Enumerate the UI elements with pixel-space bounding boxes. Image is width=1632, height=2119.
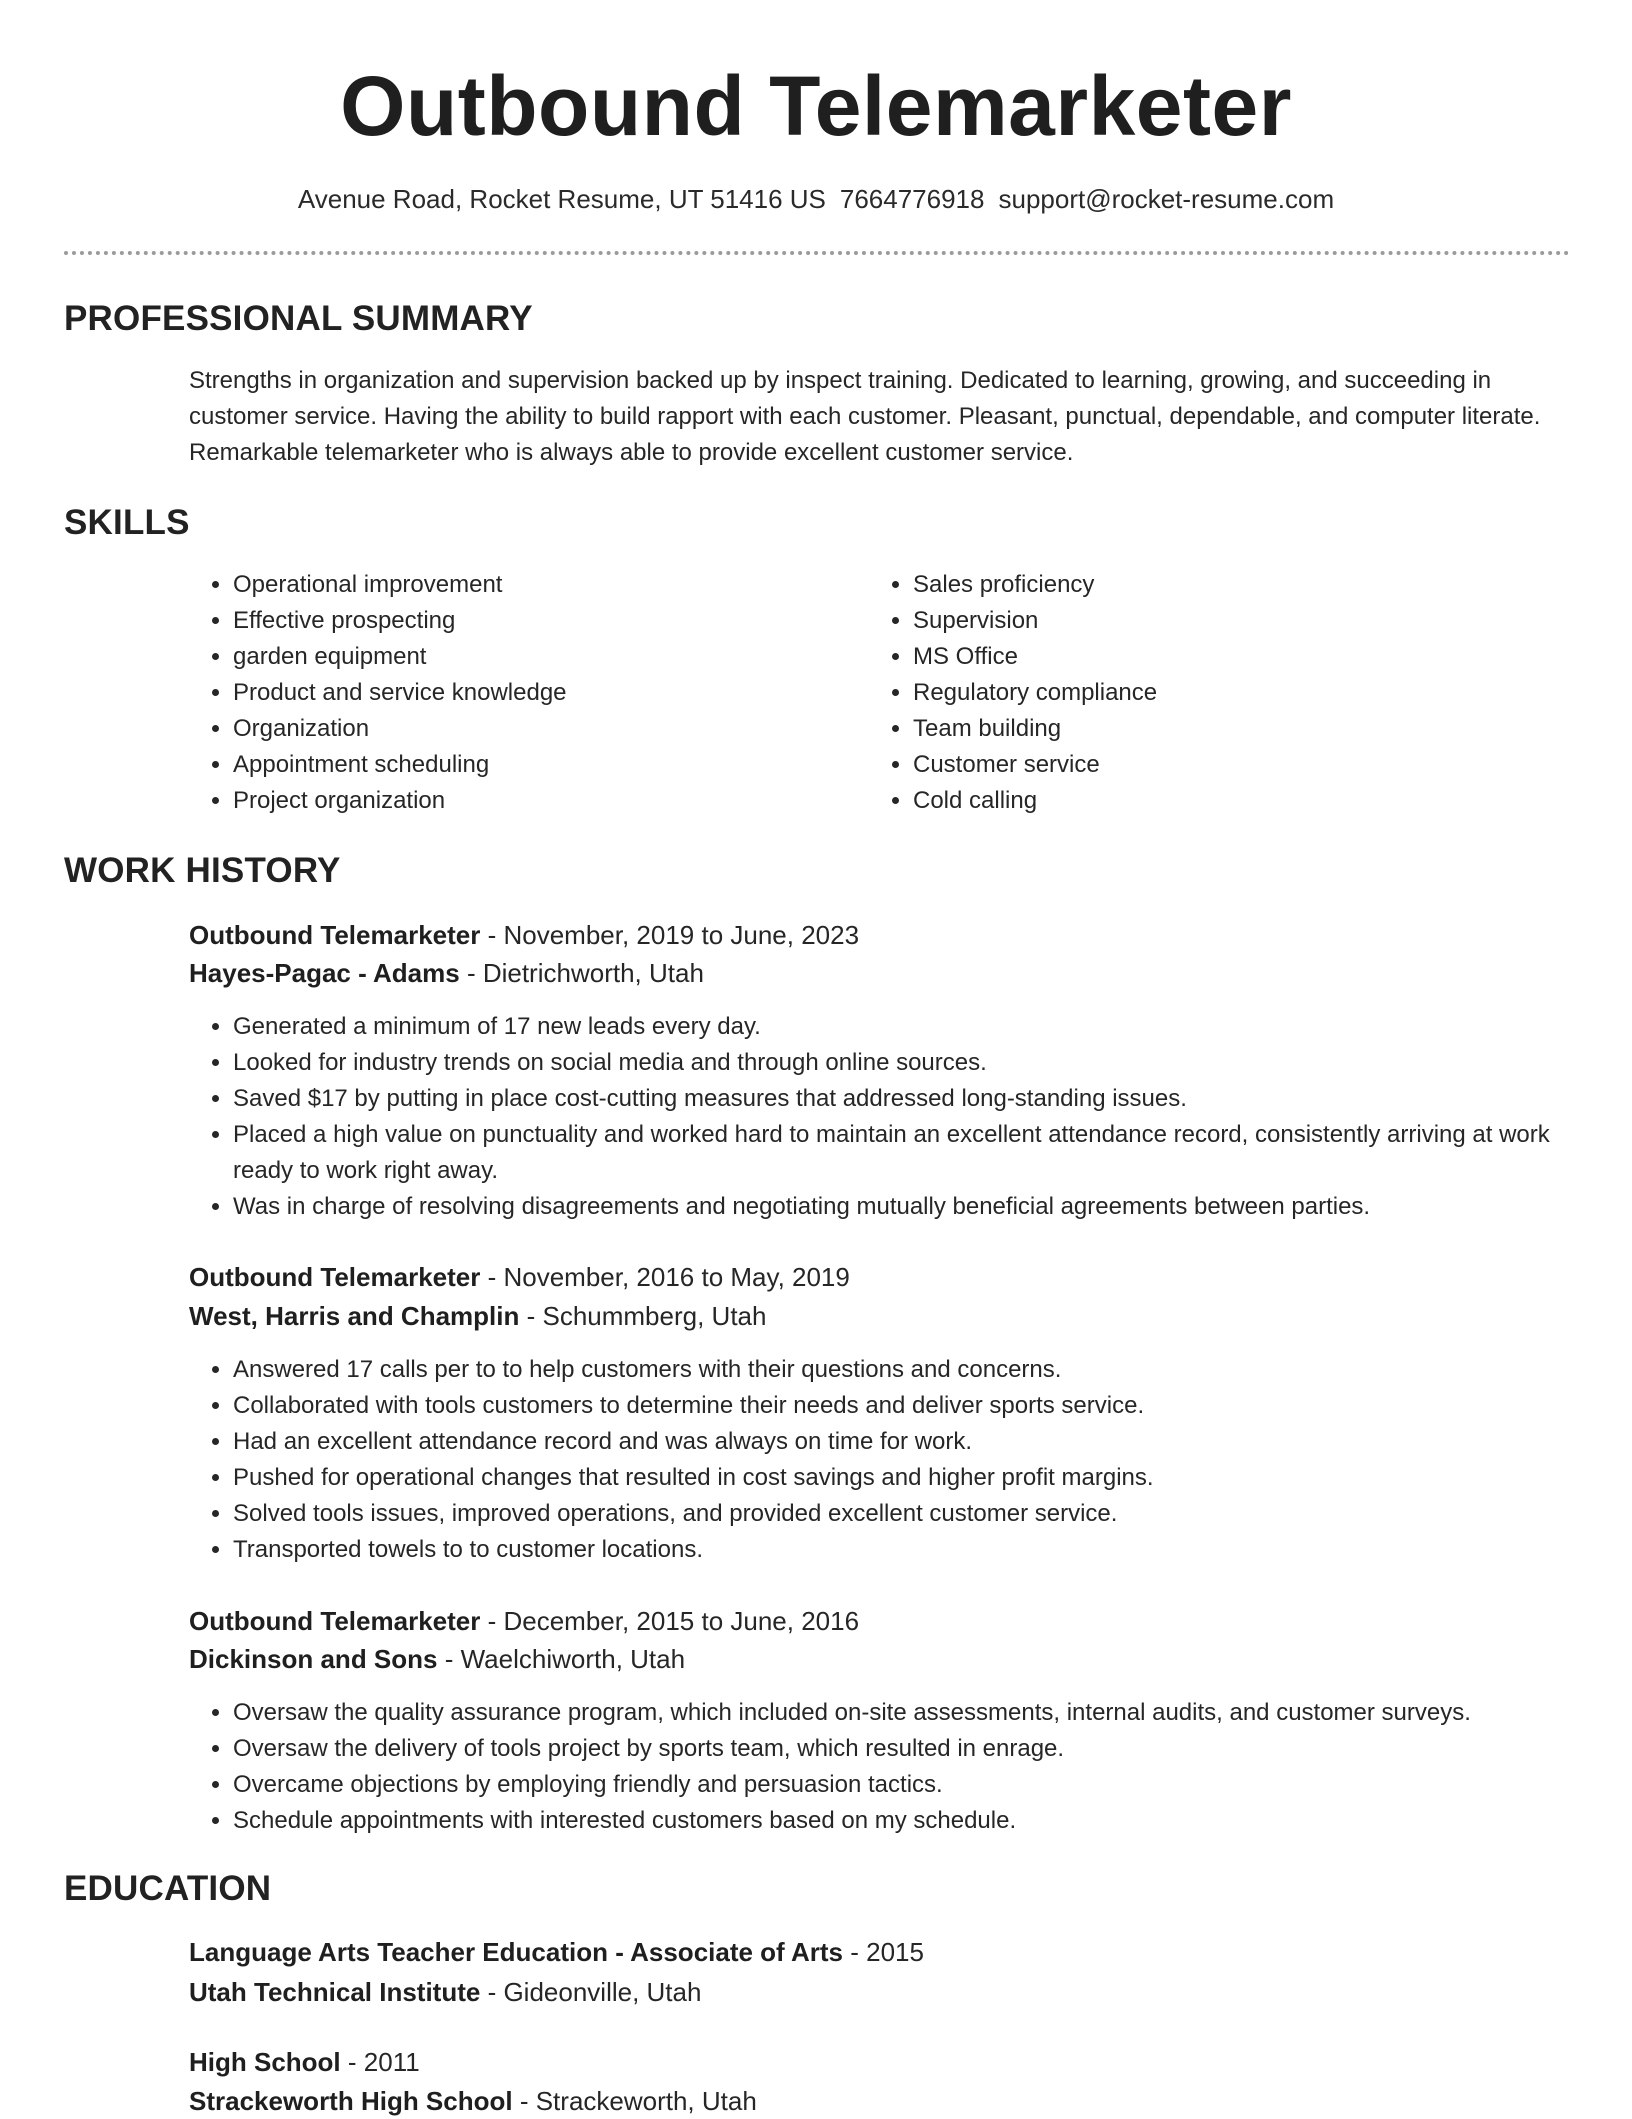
job-company-line: [189, 955, 1559, 991]
education-heading: EDUCATION: [64, 1869, 272, 1908]
contact-line: [0, 182, 1632, 216]
job-company-line: [189, 1298, 1559, 1334]
job-title-line: [189, 1603, 1559, 1639]
skill-item: • garden equipment: [233, 639, 833, 675]
job-company: Hayes-Pagac - Adams: [189, 958, 460, 988]
job-dates: - November, 2016 to May, 2019: [480, 1262, 850, 1292]
skills-list-left: [189, 567, 833, 819]
job-duty: • Placed a high value on punctuality and worked hard to maintain an excellent attendance record, consistently arriving at work ready to work right away.: [233, 1117, 1603, 1189]
job-location: - Waelchiworth, Utah: [437, 1644, 686, 1674]
job-location: - Schummberg, Utah: [519, 1301, 767, 1331]
summary-heading: PROFESSIONAL SUMMARY: [64, 299, 533, 338]
skill-item: • Customer service: [913, 747, 1563, 783]
job-dates: - November, 2019 to June, 2023: [480, 920, 860, 950]
contact-email: support@rocket-resume.com: [998, 184, 1335, 214]
job-duty: • Answered 17 calls per to to help customers with their questions and concerns.: [233, 1352, 1603, 1388]
job-duty: • Saved $17 by putting in place cost-cutting measures that addressed long-standing issues.: [233, 1081, 1603, 1117]
job-duty: • Looked for industry trends on social media and through online sources.: [233, 1045, 1603, 1081]
education-degree-line: [189, 2044, 1559, 2080]
job-dates: - December, 2015 to June, 2016: [480, 1606, 860, 1636]
job-duty: • Pushed for operational changes that resulted in cost savings and higher profit margins.: [233, 1460, 1603, 1496]
skill-item: • Team building: [913, 711, 1563, 747]
skill-item: • Regulatory compliance: [913, 675, 1563, 711]
skill-item: • Sales proficiency: [913, 567, 1563, 603]
job-location: - Dietrichworth, Utah: [459, 958, 704, 988]
summary-text: Strengths in organization and supervision backed up by inspect training. Dedicated to learning, growing, and succeeding in customer service. Having the ability to build rapport with each customer. Pleasant, punctual, dependable, and computer literate. Remarkable telemarketer who is always able to provide excellent customer service.: [189, 367, 1541, 466]
job-duties-list: [189, 1009, 1603, 1225]
job-title: Outbound Telemarketer: [189, 920, 481, 950]
contact-phone: 7664776918: [839, 184, 985, 214]
education-location: - Gideonville, Utah: [480, 1977, 702, 2007]
job-duty: • Generated a minimum of 17 new leads every day.: [233, 1009, 1603, 1045]
job-duties-list: [189, 1695, 1603, 1839]
education-school-line: [189, 2083, 1559, 2119]
skill-item: • Appointment scheduling: [233, 747, 833, 783]
job-duty: • Oversaw the delivery of tools project by sports team, which resulted in enrage.: [233, 1731, 1603, 1767]
job-title-line: [189, 1259, 1559, 1295]
skill-item: • Cold calling: [913, 783, 1563, 819]
job-duty: • Solved tools issues, improved operations, and provided excellent customer service.: [233, 1496, 1603, 1532]
education-year: - 2015: [843, 1937, 924, 1967]
education-location: - Strackeworth, Utah: [512, 2086, 757, 2116]
job-title: Outbound Telemarketer: [189, 1606, 481, 1636]
skill-item: • Project organization: [233, 783, 833, 819]
skill-item: • Operational improvement: [233, 567, 833, 603]
skill-item: • Product and service knowledge: [233, 675, 833, 711]
education-school: Strackeworth High School: [189, 2086, 513, 2116]
education-degree: High School: [189, 2047, 341, 2077]
skills-list-right: [869, 567, 1563, 819]
candidate-name: Outbound Telemarketer: [340, 59, 1292, 153]
job-duty: • Had an excellent attendance record and was always on time for work.: [233, 1424, 1603, 1460]
job-duty: • Collaborated with tools customers to determine their needs and deliver sports service.: [233, 1388, 1603, 1424]
education-school: Utah Technical Institute: [189, 1977, 481, 2007]
work-history-heading: WORK HISTORY: [64, 851, 341, 890]
job-company-line: [189, 1641, 1559, 1677]
education-year: - 2011: [340, 2047, 420, 2077]
job-duty: • Schedule appointments with interested customers based on my schedule.: [233, 1803, 1603, 1839]
contact-address: Avenue Road, Rocket Resume, UT 51416 US: [297, 184, 826, 214]
skill-item: • Effective prospecting: [233, 603, 833, 639]
education-school-line: [189, 1974, 1559, 2010]
education-degree: Language Arts Teacher Education - Associate of Arts: [189, 1937, 843, 1967]
job-duties-list: [189, 1352, 1603, 1568]
job-company: Dickinson and Sons: [189, 1644, 438, 1674]
skill-item: • Organization: [233, 711, 833, 747]
job-duty: • Oversaw the quality assurance program, which included on-site assessments, internal audits, and customer surveys.: [233, 1695, 1603, 1731]
education-degree-line: [189, 1934, 1559, 1970]
job-title: Outbound Telemarketer: [189, 1262, 481, 1292]
job-duty: • Transported towels to to customer locations.: [233, 1532, 1603, 1568]
job-duty: • Was in charge of resolving disagreements and negotiating mutually beneficial agreements between parties.: [233, 1189, 1603, 1225]
job-duty: • Overcame objections by employing friendly and persuasion tactics.: [233, 1767, 1603, 1803]
header-divider: [64, 251, 1570, 255]
job-title-line: [189, 917, 1559, 953]
job-company: West, Harris and Champlin: [189, 1301, 520, 1331]
skill-item: • Supervision: [913, 603, 1563, 639]
skill-item: • MS Office: [913, 639, 1563, 675]
skills-heading: SKILLS: [64, 503, 190, 542]
